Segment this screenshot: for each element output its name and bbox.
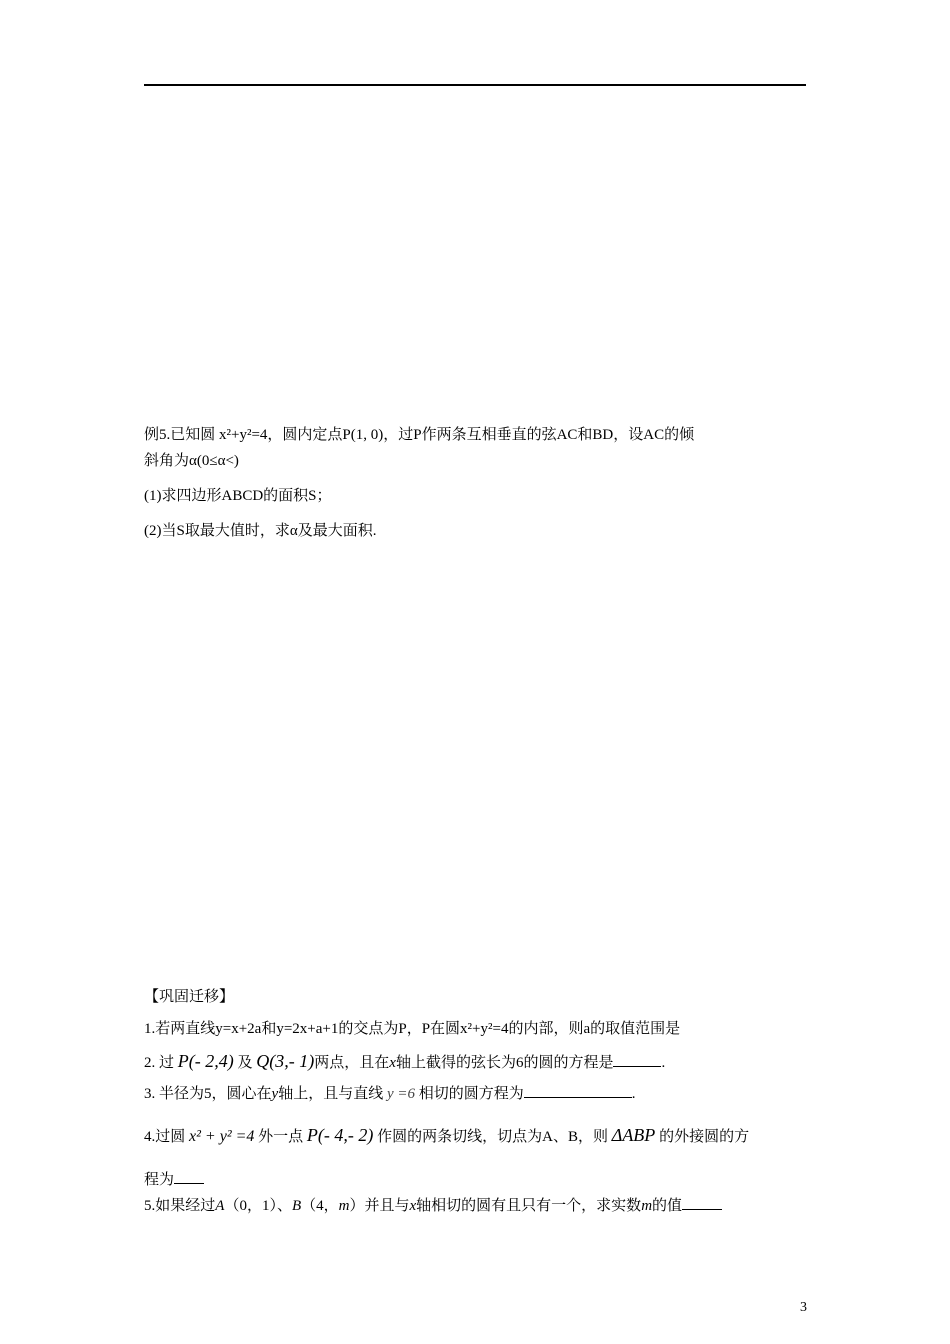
exercise-3-line-equation: y =6	[386, 1086, 415, 1102]
exercise-5-point-b: B	[291, 1198, 302, 1214]
exercise-3-answer-blank[interactable]	[524, 1083, 632, 1098]
page-number: 3	[800, 1300, 807, 1315]
example5-line1: 例5.已知圆 x²+y²=4，圆内定点P(1, 0)，过P作两条互相垂直的弦AC和BD，设AC的倾	[144, 427, 695, 443]
exercise-4-circle-equation: x² + y² =4	[189, 1128, 255, 1145]
exercise-4-text-c: 作圆的两条切线，切点为A、B，则	[377, 1129, 608, 1145]
exercise-2-text-a: 2. 过	[144, 1055, 175, 1071]
exercise-4-text-d: 的外接圆的方	[659, 1129, 750, 1145]
exercise-3-text-b: 轴上，且与直线	[278, 1086, 384, 1102]
section-title: 【巩固迁移】	[144, 989, 235, 1005]
exercise-2-end: .	[661, 1055, 666, 1071]
exercise-5-text-a: 5.如果经过	[144, 1198, 216, 1214]
exercise-4-text-e: 程为	[144, 1172, 175, 1188]
exercise-2-answer-blank[interactable]	[613, 1052, 661, 1067]
exercise-3-text-c: 相切的圆方程为	[418, 1086, 524, 1102]
exercise-5-m-var: m	[338, 1198, 350, 1214]
exercise-2-x-var: x	[389, 1055, 396, 1071]
example5-question2: (2)当S取最大值时，求α及最大面积.	[144, 523, 377, 539]
exercise-5-text-b: （0，1）、	[224, 1198, 292, 1214]
exercise-2-text-d: 轴上截得的弦长为6的圆的方程是	[395, 1055, 614, 1071]
exercise-5	[144, 1195, 722, 1216]
exercise-5-m-var-2: m	[641, 1198, 653, 1214]
exercise-4-text-b: 外一点	[258, 1129, 304, 1145]
exercise-3	[144, 1083, 636, 1104]
exercise-5-text-f: 的值	[652, 1198, 683, 1214]
exercise-4-point-p: P(- 4,- 2)	[306, 1125, 374, 1145]
example5-question1: (1)求四边形ABCD的面积S；	[144, 488, 332, 504]
exercise-2	[144, 1051, 665, 1073]
exercise-3-text-a: 3. 半径为5，圆心在	[144, 1086, 272, 1102]
header-rule	[144, 84, 806, 86]
exercise-5-text-d: ）并且与	[349, 1198, 410, 1214]
exercise-5-answer-blank[interactable]	[682, 1195, 722, 1210]
exercise-4-text-a: 4.过圆	[144, 1129, 186, 1145]
exercise-3-end: .	[631, 1086, 636, 1102]
exercise-2-point-p: P(- 2,4)	[177, 1051, 234, 1071]
exercise-5-text-e: 轴相切的圆有且只有一个，求实数	[416, 1198, 642, 1214]
exercise-2-text-b: 及	[237, 1055, 253, 1071]
exercise-4-triangle: ΔABP	[611, 1125, 656, 1145]
exercise-5-text-c: （4，	[301, 1198, 339, 1214]
exercise-5-point-a: A	[215, 1198, 225, 1214]
example5-line2: 斜角为α(0≤α<)	[144, 453, 239, 469]
exercise-5-x-var: x	[409, 1198, 417, 1214]
exercise-2-point-q: Q(3,- 1)	[256, 1051, 315, 1071]
exercise-4-answer-blank[interactable]	[174, 1169, 204, 1184]
exercise-3-y-var: y	[271, 1086, 279, 1102]
exercise-4	[144, 1125, 749, 1147]
exercise-4-line2	[144, 1169, 204, 1190]
exercise-2-text-c: 两点，且在	[314, 1055, 390, 1071]
exercise-1: 1.若两直线y=x+2a和y=2x+a+1的交点为P，P在圆x²+y²=4的内部，则a的取值范围是	[144, 1021, 681, 1037]
